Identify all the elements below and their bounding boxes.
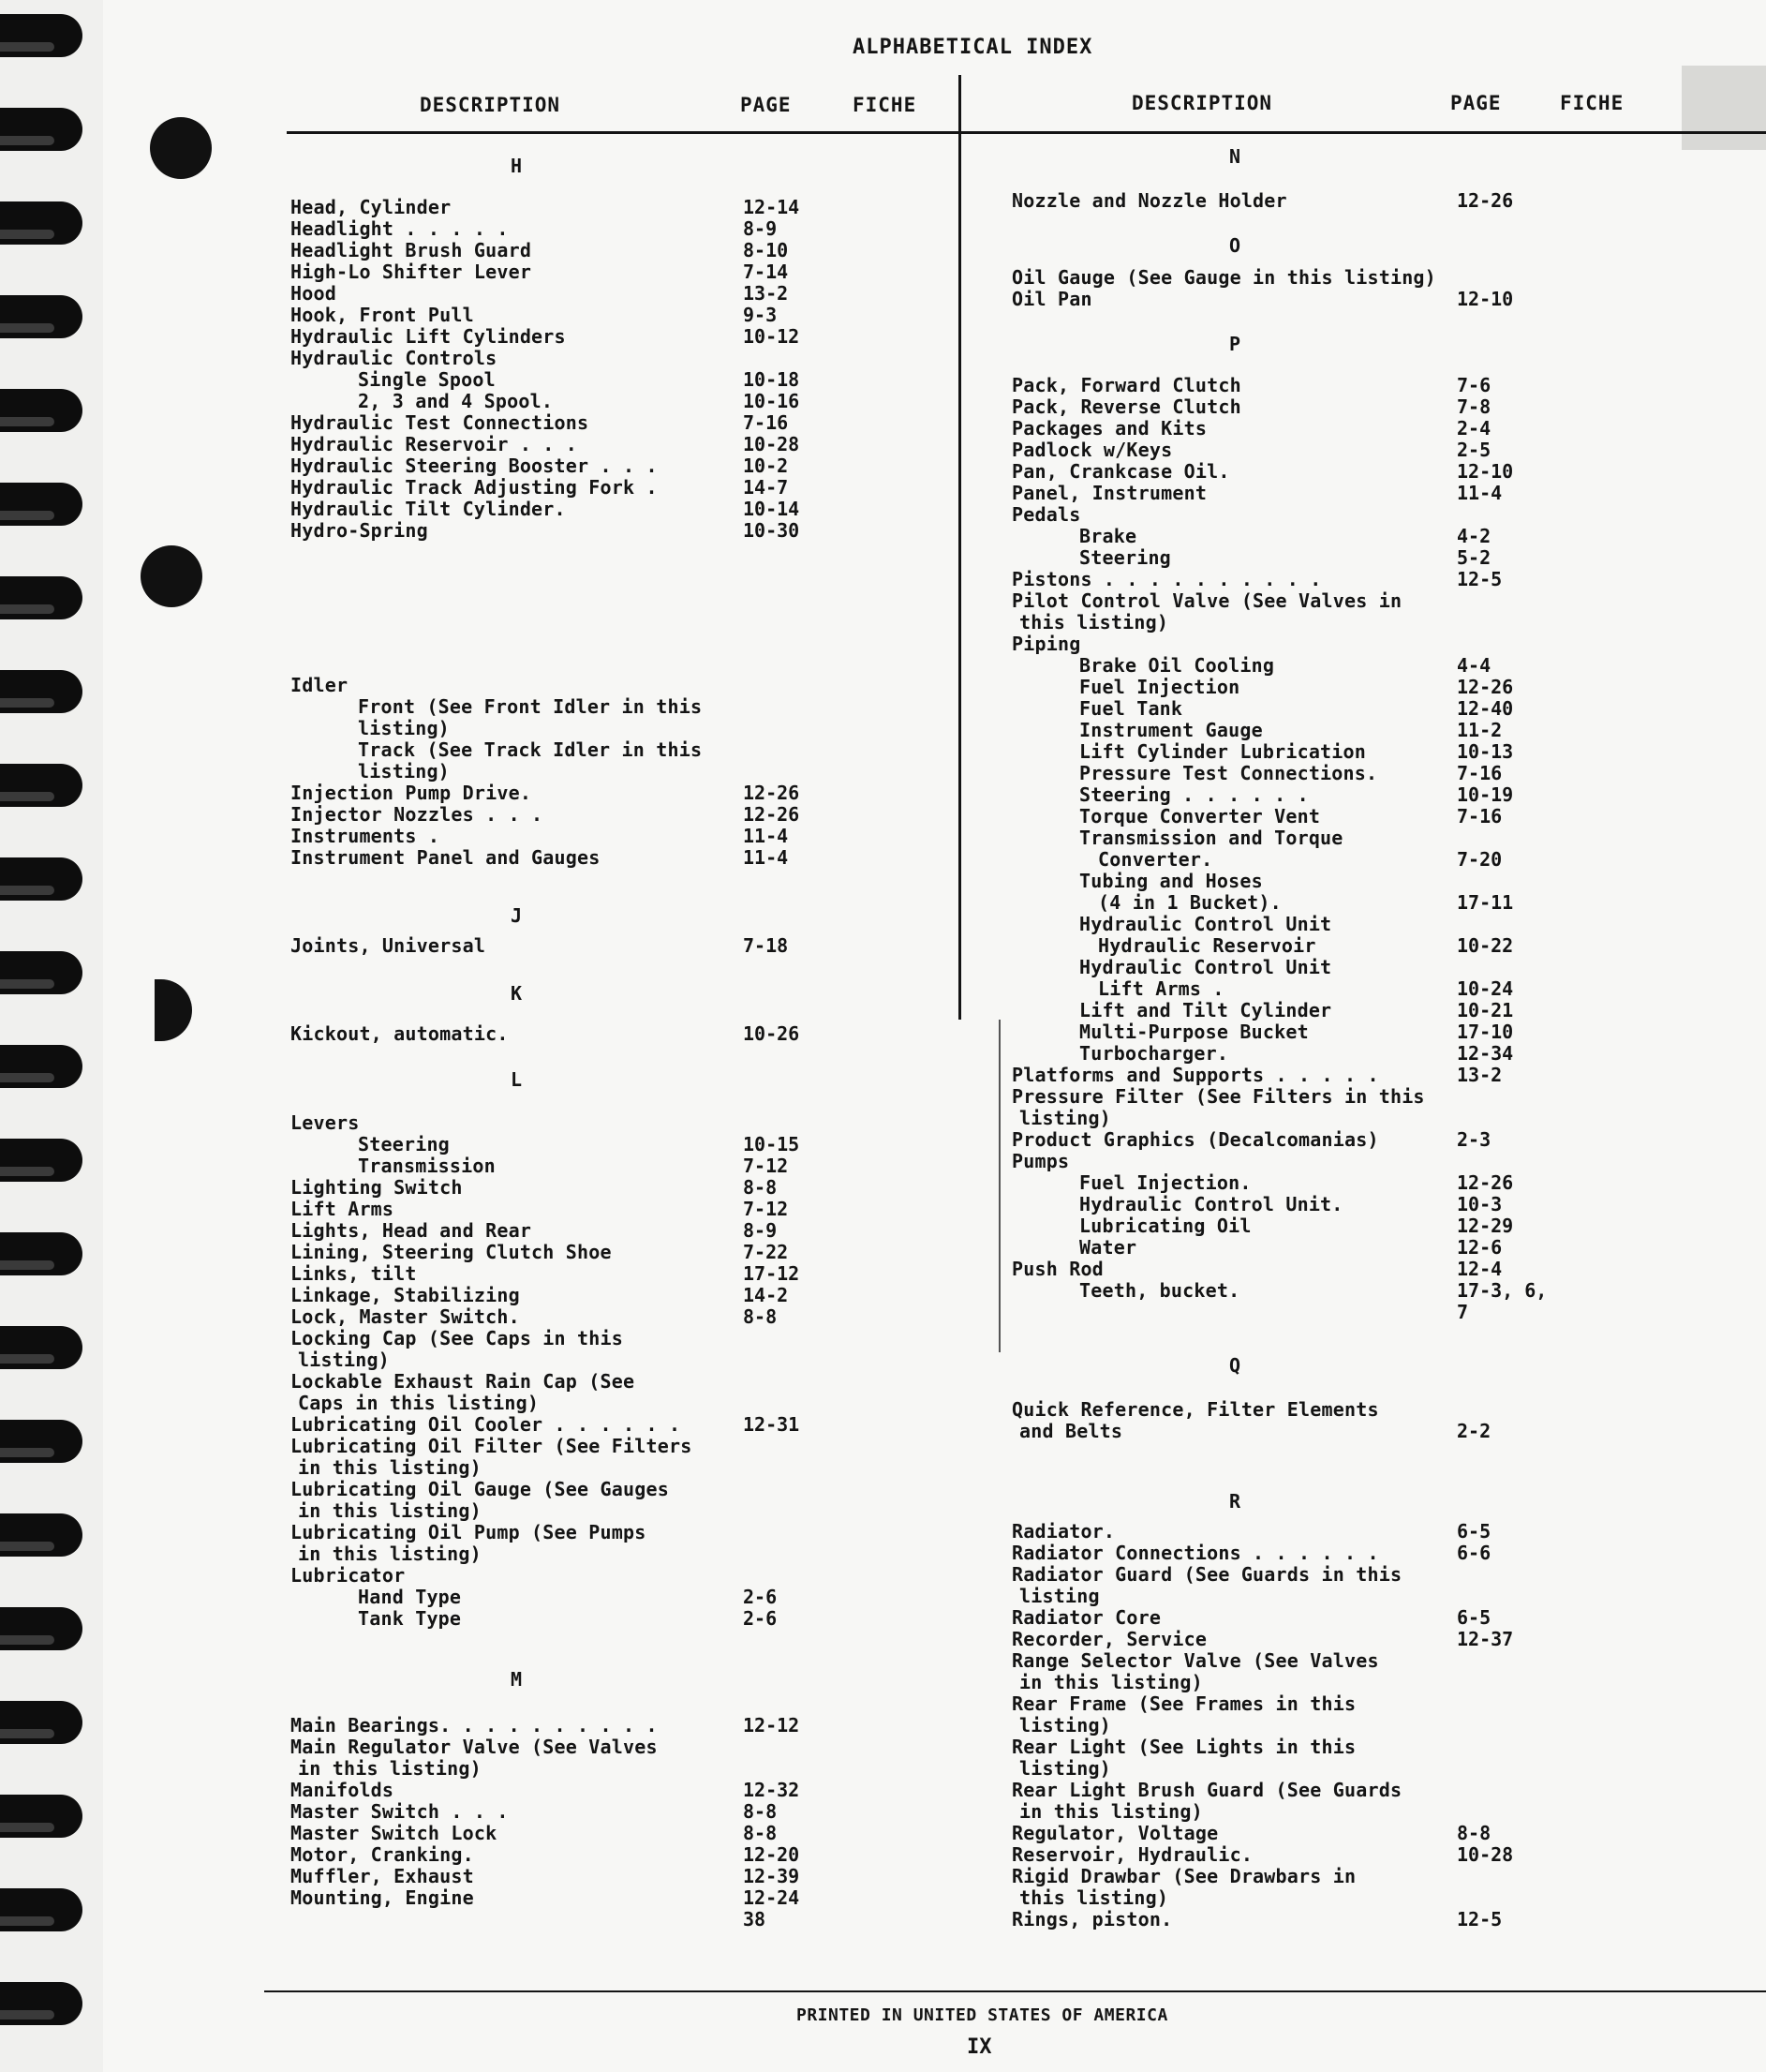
binding-ring — [0, 1139, 82, 1182]
punch-hole — [155, 979, 192, 1041]
page-reference: 6-5 — [1457, 1606, 1491, 1629]
index-entry: Pack, Reverse Clutch — [1012, 395, 1241, 418]
page-reference: 13-2 — [743, 282, 789, 305]
index-entry: Lubricator — [290, 1564, 406, 1587]
index-entry: Pan, Crankcase Oil. — [1012, 460, 1230, 483]
index-entry: Rear Frame (See Frames in this — [1012, 1692, 1357, 1715]
index-entry: Lubricating Oil — [1079, 1215, 1252, 1237]
page-reference: 17-11 — [1457, 891, 1514, 914]
page-reference: 10-19 — [1457, 783, 1514, 806]
page-reference: 7-18 — [743, 934, 789, 957]
index-entry: Hydro-Spring — [290, 519, 428, 542]
page-reference: 12-10 — [1457, 288, 1514, 310]
page-reference: 12-26 — [1457, 676, 1514, 698]
page-reference: 6-6 — [1457, 1542, 1491, 1564]
index-entry: Teeth, bucket. — [1079, 1279, 1240, 1302]
index-entry: Lockable Exhaust Rain Cap (See — [290, 1370, 635, 1393]
index-entry: listing) — [358, 717, 450, 739]
index-entry: Motor, Cranking. — [290, 1843, 474, 1866]
index-entry: Fuel Injection. — [1079, 1171, 1252, 1194]
binding-ring — [0, 201, 82, 245]
index-entry: Rings, piston. — [1012, 1908, 1173, 1930]
page-reference: 7-14 — [743, 261, 789, 283]
index-entry: in this listing) — [298, 1543, 482, 1565]
page-reference: 12-32 — [743, 1779, 800, 1801]
index-entry: Manifolds — [290, 1779, 394, 1801]
page-reference: 10-18 — [743, 368, 800, 391]
col-header-description-left: DESCRIPTION — [420, 94, 561, 116]
section-letter: O — [1229, 234, 1241, 257]
index-page — [103, 0, 1766, 2072]
page-reference: 2-6 — [743, 1607, 778, 1630]
page-reference: 12-26 — [743, 782, 800, 804]
index-entry: Lights, Head and Rear — [290, 1219, 532, 1242]
index-entry: Lubricating Oil Gauge (See Gauges — [290, 1478, 669, 1500]
index-entry: Instrument Gauge — [1079, 719, 1263, 741]
index-entry: Rear Light Brush Guard (See Guards — [1012, 1779, 1402, 1801]
page-reference: 8-10 — [743, 239, 789, 261]
page-reference: 12-5 — [1457, 1908, 1503, 1930]
index-entry: this listing) — [1019, 1886, 1169, 1909]
page-reference: 10-21 — [1457, 999, 1514, 1021]
index-entry: Injection Pump Drive. — [290, 782, 532, 804]
index-entry: Track (See Track Idler in this — [358, 738, 703, 761]
page-reference: 11-4 — [1457, 482, 1503, 504]
index-entry: Range Selector Valve (See Valves — [1012, 1649, 1379, 1672]
facing-page-shadow — [1682, 66, 1766, 150]
index-entry: Rear Light (See Lights in this — [1012, 1736, 1357, 1758]
page-reference: 17-10 — [1457, 1021, 1514, 1043]
index-entry: Brake Oil Cooling — [1079, 654, 1275, 677]
page-reference: 2-4 — [1457, 417, 1491, 440]
index-entry: Hood — [290, 282, 336, 305]
page-reference: 8-9 — [743, 1219, 778, 1242]
index-entry: Brake — [1079, 525, 1137, 547]
binding-ring — [0, 951, 82, 994]
index-entry: Transmission — [358, 1155, 496, 1177]
index-entry: Pumps — [1012, 1150, 1070, 1172]
section-letter: M — [511, 1668, 523, 1691]
column-divider-upper — [958, 75, 961, 1020]
index-entry: Mounting, Engine — [290, 1886, 474, 1909]
page-reference: 13-2 — [1457, 1064, 1503, 1086]
index-entry: Steering . . . . . . — [1079, 783, 1309, 806]
col-header-page-right: PAGE — [1450, 92, 1502, 114]
index-entry: Hydraulic Control Unit — [1079, 956, 1332, 978]
page-reference: 8-9 — [743, 217, 778, 240]
index-entry: Lift Cylinder Lubrication — [1079, 740, 1367, 763]
page-reference: 12-31 — [743, 1413, 800, 1436]
page-reference: 7-16 — [1457, 805, 1503, 827]
binding-ring — [0, 1701, 82, 1744]
index-entry: Levers — [290, 1111, 360, 1134]
index-entry: (4 in 1 Bucket). — [1098, 891, 1282, 914]
page-reference: 2-3 — [1457, 1128, 1491, 1151]
index-entry: Packages and Kits — [1012, 417, 1208, 440]
page-reference: 12-20 — [743, 1843, 800, 1866]
page-reference: 10-28 — [1457, 1843, 1514, 1866]
page-reference: 5-2 — [1457, 546, 1491, 569]
binding-ring — [0, 295, 82, 338]
index-entry: Padlock w/Keys — [1012, 439, 1173, 461]
page-reference: 12-39 — [743, 1865, 800, 1887]
index-entry: Pressure Filter (See Filters in this — [1012, 1085, 1425, 1108]
index-entry: Hydraulic Steering Booster . . . — [290, 455, 658, 477]
section-letter: H — [511, 155, 523, 177]
index-entry: listing) — [358, 760, 450, 783]
page-reference: 2-6 — [743, 1586, 778, 1608]
index-entry: Recorder, Service — [1012, 1628, 1208, 1650]
index-entry: Lighting Switch — [290, 1176, 463, 1199]
index-entry: Radiator Core — [1012, 1606, 1162, 1629]
binding-ring — [0, 1888, 82, 1931]
page-reference: 8-8 — [743, 1800, 778, 1823]
index-entry: Turbocharger. — [1079, 1042, 1229, 1065]
index-entry: Lift Arms . — [1098, 977, 1224, 1000]
section-letter: L — [511, 1068, 523, 1091]
index-entry: Pistons . . . . . . . . . . — [1012, 568, 1322, 590]
index-entry: Caps in this listing) — [298, 1392, 540, 1414]
index-entry: Hydraulic Track Adjusting Fork . — [290, 476, 658, 499]
index-entry: Steering — [358, 1133, 450, 1155]
index-entry: Hydraulic Reservoir . . . — [290, 433, 578, 455]
section-letter: P — [1229, 333, 1241, 355]
page-reference: 10-22 — [1457, 934, 1514, 957]
printed-in-notice: PRINTED IN UNITED STATES OF AMERICA — [796, 2005, 1168, 2025]
index-entry: Hydraulic Control Unit — [1079, 913, 1332, 935]
index-entry: Piping — [1012, 633, 1081, 655]
index-entry: Front (See Front Idler in this — [358, 695, 703, 718]
page-reference: 4-4 — [1457, 654, 1491, 677]
binding-ring — [0, 1982, 82, 2025]
index-entry: Injector Nozzles . . . — [290, 803, 543, 826]
index-entry: Platforms and Supports . . . . . — [1012, 1064, 1379, 1086]
binding-ring — [0, 857, 82, 901]
index-entry: Pack, Forward Clutch — [1012, 374, 1241, 396]
binding-ring — [0, 1045, 82, 1088]
binding-ring — [0, 764, 82, 807]
index-entry: listing — [1019, 1585, 1100, 1607]
index-entry: Radiator Guard (See Guards in this — [1012, 1563, 1402, 1586]
index-entry: Hook, Front Pull — [290, 304, 474, 326]
page-reference: 6-5 — [1457, 1520, 1491, 1543]
index-entry: Instrument Panel and Gauges — [290, 846, 601, 869]
page-reference: 8-8 — [743, 1822, 778, 1844]
index-entry: Transmission and Torque — [1079, 827, 1343, 849]
page-reference: 10-16 — [743, 390, 800, 412]
page-reference: 11-2 — [1457, 719, 1503, 741]
index-entry: Lift Arms — [290, 1198, 394, 1220]
index-entry: Main Bearings. . . . . . . . . . — [290, 1714, 658, 1737]
index-entry: Lubricating Oil Cooler . . . . . . — [290, 1413, 681, 1436]
index-entry: Torque Converter Vent — [1079, 805, 1321, 827]
index-entry: Tubing and Hoses — [1079, 870, 1263, 892]
index-entry: Links, tilt — [290, 1262, 417, 1285]
page-reference: 12-40 — [1457, 697, 1514, 720]
page-reference: 14-7 — [743, 476, 789, 499]
col-header-fiche-right: FICHE — [1560, 92, 1625, 114]
index-entry: Single Spool — [358, 368, 496, 391]
index-entry: Quick Reference, Filter Elements — [1012, 1398, 1379, 1421]
column-divider-lower — [999, 1020, 1001, 1352]
col-header-fiche-left: FICHE — [853, 94, 917, 116]
index-entry: Product Graphics (Decalcomanias) — [1012, 1128, 1379, 1151]
index-entry: Water — [1079, 1236, 1137, 1259]
page-reference: 7-6 — [1457, 374, 1491, 396]
page-reference: 38 — [743, 1908, 766, 1930]
binding-ring — [0, 389, 82, 432]
spiral-binding — [0, 0, 103, 2072]
footer-rule — [264, 1990, 1766, 1992]
index-entry: Hand Type — [358, 1586, 462, 1608]
index-entry: in this listing) — [298, 1456, 482, 1479]
page-reference: 14-2 — [743, 1284, 789, 1306]
index-entry: Regulator, Voltage — [1012, 1822, 1219, 1844]
index-entry: Hydraulic Controls — [290, 347, 497, 369]
index-entry: Muffler, Exhaust — [290, 1865, 474, 1887]
page-reference: 8-8 — [743, 1305, 778, 1328]
index-entry: Lining, Steering Clutch Shoe — [290, 1241, 612, 1263]
page-reference: 17-3, 6, — [1457, 1279, 1548, 1302]
page-reference: 12-26 — [1457, 189, 1514, 212]
index-entry: listing) — [1019, 1107, 1111, 1129]
page-reference: 17-12 — [743, 1262, 800, 1285]
index-entry: in this listing) — [1019, 1800, 1203, 1823]
index-entry: Lift and Tilt Cylinder — [1079, 999, 1332, 1021]
section-letter: Q — [1229, 1354, 1241, 1377]
page-reference: 10-14 — [743, 498, 800, 520]
page-reference: 2-2 — [1457, 1420, 1491, 1442]
index-entry: Fuel Injection — [1079, 676, 1240, 698]
page-reference: 12-12 — [743, 1714, 800, 1737]
page-folio: IX — [967, 2035, 992, 2059]
punch-hole — [141, 545, 202, 607]
header-rule — [287, 131, 1766, 134]
binding-ring — [0, 1420, 82, 1463]
index-entry: Push Rod — [1012, 1258, 1104, 1280]
page-reference: 10-24 — [1457, 977, 1514, 1000]
index-entry: Main Regulator Valve (See Valves — [290, 1736, 658, 1758]
page-reference: 10-2 — [743, 455, 789, 477]
index-entry: in this listing) — [1019, 1671, 1203, 1693]
index-entry: Radiator. — [1012, 1520, 1116, 1543]
binding-ring — [0, 14, 82, 57]
page-reference: 12-6 — [1457, 1236, 1503, 1259]
page-reference: 7-16 — [1457, 762, 1503, 784]
index-entry: Panel, Instrument — [1012, 482, 1208, 504]
binding-ring — [0, 1513, 82, 1557]
index-entry: Master Switch Lock — [290, 1822, 497, 1844]
index-entry: Pressure Test Connections. — [1079, 762, 1378, 784]
page-reference: 10-26 — [743, 1022, 800, 1045]
index-entry: Radiator Connections . . . . . . — [1012, 1542, 1379, 1564]
page-reference: 11-4 — [743, 825, 789, 847]
index-entry: and Belts — [1019, 1420, 1123, 1442]
index-entry: Hydraulic Test Connections — [290, 411, 589, 434]
index-entry: Linkage, Stabilizing — [290, 1284, 520, 1306]
page-title: ALPHABETICAL INDEX — [853, 36, 1093, 59]
index-entry: Instruments . — [290, 825, 440, 847]
index-entry: Hydraulic Lift Cylinders — [290, 325, 566, 348]
binding-ring — [0, 1795, 82, 1838]
index-entry: Reservoir, Hydraulic. — [1012, 1843, 1254, 1866]
page-reference: 7-16 — [743, 411, 789, 434]
page-reference: 7-8 — [1457, 395, 1491, 418]
index-entry: listing) — [298, 1349, 390, 1371]
index-entry: Multi-Purpose Bucket — [1079, 1021, 1309, 1043]
index-entry: Hydraulic Tilt Cylinder. — [290, 498, 566, 520]
index-entry: in this listing) — [298, 1757, 482, 1780]
section-letter: J — [511, 904, 523, 927]
index-entry: Hydraulic Reservoir — [1098, 934, 1316, 957]
page-reference: 12-37 — [1457, 1628, 1514, 1650]
page-reference: 12-26 — [1457, 1171, 1514, 1194]
index-entry: Fuel Tank — [1079, 697, 1183, 720]
binding-ring — [0, 108, 82, 151]
binding-ring — [0, 576, 82, 619]
page-reference: 12-4 — [1457, 1258, 1503, 1280]
page-reference: 10-30 — [743, 519, 800, 542]
binding-ring — [0, 670, 82, 713]
index-entry: Steering — [1079, 546, 1171, 569]
index-entry: Master Switch . . . — [290, 1800, 509, 1823]
index-entry: listing) — [1019, 1757, 1111, 1780]
index-entry: Hydraulic Control Unit. — [1079, 1193, 1343, 1215]
page-reference: 4-2 — [1457, 525, 1491, 547]
page-reference: 7-20 — [1457, 848, 1503, 871]
index-entry: this listing) — [1019, 611, 1169, 634]
index-entry: Nozzle and Nozzle Holder — [1012, 189, 1287, 212]
page-reference: 7 — [1457, 1301, 1469, 1323]
index-entry: Head, Cylinder — [290, 196, 452, 218]
binding-ring — [0, 483, 82, 526]
index-entry: Kickout, automatic. — [290, 1022, 509, 1045]
page-reference: 8-8 — [1457, 1822, 1491, 1844]
index-entry: 2, 3 and 4 Spool. — [358, 390, 554, 412]
binding-ring — [0, 1607, 82, 1650]
page-reference: 12-34 — [1457, 1042, 1514, 1065]
punch-hole — [150, 117, 212, 179]
section-letter: N — [1229, 145, 1241, 168]
page-reference: 10-28 — [743, 433, 800, 455]
section-letter: K — [511, 982, 523, 1005]
index-entry: Pedals — [1012, 503, 1081, 526]
index-entry: Lubricating Oil Pump (See Pumps — [290, 1521, 646, 1543]
page-reference: 9-3 — [743, 304, 778, 326]
index-entry: High-Lo Shifter Lever — [290, 261, 532, 283]
binding-ring — [0, 1232, 82, 1275]
page-reference: 2-5 — [1457, 439, 1491, 461]
page-reference: 12-26 — [743, 803, 800, 826]
index-entry: Headlight Brush Guard — [290, 239, 532, 261]
page-reference: 10-13 — [1457, 740, 1514, 763]
binding-ring — [0, 1326, 82, 1369]
page-reference: 12-5 — [1457, 568, 1503, 590]
page-reference: 8-8 — [743, 1176, 778, 1199]
page-reference: 10-3 — [1457, 1193, 1503, 1215]
index-entry: listing) — [1019, 1714, 1111, 1737]
page-reference: 10-12 — [743, 325, 800, 348]
section-letter: R — [1229, 1490, 1241, 1513]
index-entry: Pilot Control Valve (See Valves in — [1012, 589, 1402, 612]
index-entry: Headlight . . . . . — [290, 217, 509, 240]
page-reference: 12-10 — [1457, 460, 1514, 483]
page-reference: 12-24 — [743, 1886, 800, 1909]
index-entry: Joints, Universal — [290, 934, 486, 957]
page-reference: 11-4 — [743, 846, 789, 869]
index-entry: Oil Pan — [1012, 288, 1092, 310]
index-entry: Lubricating Oil Filter (See Filters — [290, 1435, 692, 1457]
page-reference: 7-22 — [743, 1241, 789, 1263]
page-reference: 12-29 — [1457, 1215, 1514, 1237]
col-header-page-left: PAGE — [740, 94, 792, 116]
col-header-description-right: DESCRIPTION — [1132, 92, 1273, 114]
index-entry: Tank Type — [358, 1607, 462, 1630]
index-entry: Rigid Drawbar (See Drawbars in — [1012, 1865, 1357, 1887]
page-reference: 12-14 — [743, 196, 800, 218]
page-reference: 10-15 — [743, 1133, 800, 1155]
index-entry: Converter. — [1098, 848, 1213, 871]
index-entry: Lock, Master Switch. — [290, 1305, 520, 1328]
page-reference: 7-12 — [743, 1155, 789, 1177]
index-entry: Idler — [290, 674, 349, 696]
index-entry: Oil Gauge (See Gauge in this listing) — [1012, 266, 1436, 289]
index-entry: in this listing) — [298, 1499, 482, 1522]
page-reference: 7-12 — [743, 1198, 789, 1220]
index-entry: Locking Cap (See Caps in this — [290, 1327, 623, 1349]
